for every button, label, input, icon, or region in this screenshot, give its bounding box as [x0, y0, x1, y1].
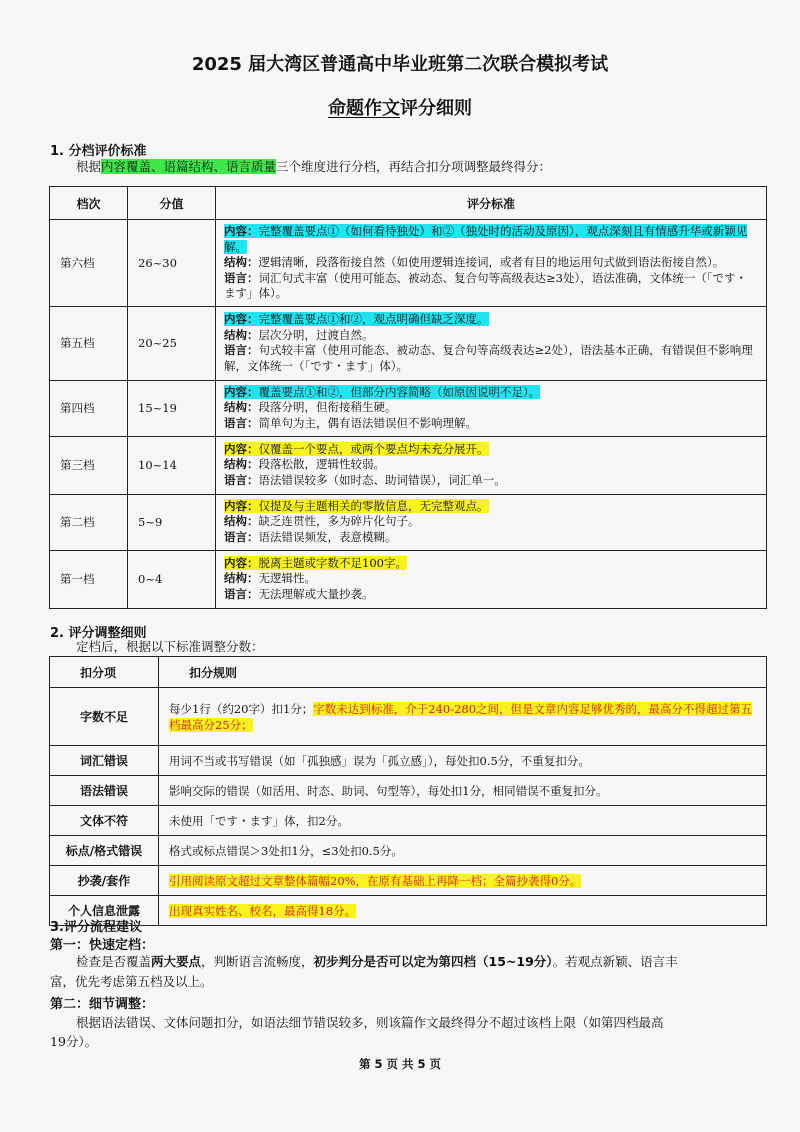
- content-text: 完整覆盖要点①（如何看待独处）和②（独处时的活动及原因），观点深刻且有情感升华或新颖见解。: [224, 224, 748, 254]
- rule-highlight: 字数未达到标准，介于240-280之间，但是文章内容足够优秀的，最高分不得超过第五档最高分25分；: [169, 701, 753, 732]
- step2-line2: 19分）。: [50, 1034, 98, 1049]
- section2-heading: 2. 评分调整细则: [50, 626, 147, 641]
- structure-criterion: [224, 328, 758, 344]
- deduction-row: [50, 746, 767, 776]
- intro-suffix: 三个维度进行分档，再结合扣分项调整最终得分：: [276, 159, 552, 174]
- deduction-item: 标点/格式错误: [50, 836, 159, 866]
- step1-line2: 富，优先考虑第五档及以上。: [50, 974, 213, 989]
- deduction-rule: [159, 688, 767, 746]
- content-text: 完整覆盖要点①和②，观点明确但缺乏深度。: [258, 312, 489, 326]
- language-text: 词汇句式丰富（使用可能态、被动态、复合句等高级表达≥3处），语法准确，文体统一（「です・ます」体）。: [224, 270, 747, 300]
- structure-criterion: [224, 571, 758, 587]
- structure-label: 结构：: [224, 571, 259, 586]
- structure-label: 结构：: [224, 514, 259, 529]
- grading-table: [49, 186, 767, 609]
- col-item: 扣分项: [50, 657, 159, 688]
- structure-text: 逻辑清晰，段落衔接自然（如使用逻辑连接词，或者有目的地运用句式做到语法衔接自然）。: [258, 255, 725, 269]
- step1-e: 。若观点新颖、语言丰: [552, 954, 678, 969]
- section1-intro: [76, 158, 551, 176]
- deduction-row: [50, 866, 767, 896]
- subtitle-underlined: 命题作文: [328, 98, 400, 119]
- deduction-item: 个人信息泄露: [50, 896, 159, 926]
- grading-row: [50, 306, 767, 380]
- grading-row: [50, 220, 767, 307]
- criteria-cell: [216, 380, 767, 436]
- deduction-rule: [159, 866, 767, 896]
- rule-text: 未使用「です・ます」体，扣2分。: [169, 813, 349, 828]
- content-label: 内容：: [224, 312, 259, 326]
- language-criterion: [224, 587, 758, 603]
- language-criterion: [224, 473, 758, 489]
- step1-c: ，判断语言流畅度，: [201, 954, 314, 969]
- content-label: 内容：: [224, 498, 259, 513]
- criteria-cell: [216, 436, 767, 494]
- language-text: 无法理解或大量抄袭。: [258, 586, 374, 601]
- content-label: 内容：: [224, 441, 259, 456]
- language-criterion: [224, 271, 758, 302]
- step2-title: 第二：细节调整：: [50, 997, 155, 1012]
- language-label: 语言：: [224, 415, 259, 430]
- content-label: 内容：: [224, 555, 259, 570]
- score-cell: 0~4: [128, 550, 216, 608]
- deduction-item: 词汇错误: [50, 746, 159, 776]
- score-cell: 15~19: [128, 380, 216, 436]
- language-label: 语言：: [224, 472, 259, 487]
- language-text: 简单句为主，偶有语法错误但不影响理解。: [258, 415, 477, 430]
- structure-criterion: [224, 400, 758, 416]
- step1-title: 第一：快速定档：: [50, 938, 155, 953]
- rule-text: 用词不当或书写错误（如「孤独感」误为「孤立感」），每处扣0.5分，不重复扣分。: [169, 753, 590, 768]
- col-criteria: 评分标准: [216, 187, 767, 220]
- structure-label: 结构：: [224, 327, 259, 342]
- deduction-item: 文体不符: [50, 806, 159, 836]
- score-cell: 26~30: [128, 220, 216, 307]
- deduction-rule: [159, 806, 767, 836]
- grading-row: [50, 550, 767, 608]
- deduction-item: 字数不足: [50, 688, 159, 746]
- content-label: 内容：: [224, 224, 259, 238]
- content-text: 仅提及与主题相关的零散信息，无完整观点。: [258, 498, 489, 513]
- structure-label: 结构：: [224, 400, 259, 415]
- criteria-cell: [216, 220, 767, 307]
- document-title: 2025 届大湾区普通高中毕业班第二次联合模拟考试: [191, 54, 609, 75]
- level-cell: 第四档: [50, 380, 128, 436]
- intro-highlight: 内容覆盖、语篇结构、语言质量: [101, 159, 277, 174]
- subtitle-rest: 评分细则: [400, 98, 472, 119]
- col-rule: 扣分规则: [159, 657, 767, 688]
- level-cell: 第六档: [50, 220, 128, 307]
- deduction-table: [49, 656, 767, 926]
- level-cell: 第二档: [50, 494, 128, 550]
- structure-criterion: [224, 514, 758, 530]
- structure-text: 层次分明，过渡自然。: [258, 327, 374, 342]
- deduction-row: [50, 776, 767, 806]
- grading-row: [50, 436, 767, 494]
- structure-text: 无逻辑性。: [258, 571, 316, 586]
- language-label: 语言：: [224, 529, 259, 544]
- language-label: 语言：: [224, 586, 259, 601]
- section2-intro: 定档后，根据以下标准调整分数：: [76, 639, 264, 654]
- intro-prefix: 根据: [76, 159, 102, 174]
- grading-row: [50, 494, 767, 550]
- content-criterion: [224, 499, 758, 515]
- deduction-row: [50, 896, 767, 926]
- structure-text: 段落松散，逻辑性较弱。: [258, 457, 385, 472]
- criteria-cell: [216, 494, 767, 550]
- content-criterion: [224, 312, 758, 328]
- deduction-row: [50, 836, 767, 866]
- level-cell: 第一档: [50, 550, 128, 608]
- language-criterion: [224, 416, 758, 432]
- rule-highlight: 出现真实姓名、校名，最高得18分。: [169, 903, 357, 918]
- content-criterion: [224, 385, 758, 401]
- section1-heading: 1. 分档评价标准: [50, 144, 147, 159]
- page-footer: 第 5 页 共 5 页: [358, 1057, 442, 1071]
- structure-text: 缺乏连贯性，多为碎片化句子。: [258, 514, 420, 529]
- step1-line1: [76, 953, 766, 971]
- score-cell: 5~9: [128, 494, 216, 550]
- content-criterion: [224, 556, 758, 572]
- language-label: 语言：: [224, 343, 259, 357]
- language-text: 语法错误较多（如时态、助词错误），词汇单一。: [258, 472, 506, 487]
- content-criterion: [224, 442, 758, 458]
- score-cell: 20~25: [128, 306, 216, 380]
- step1-d: 初步判分是否可以定为第四档（15~19分）: [313, 954, 553, 969]
- deduction-item: 抄袭/套作: [50, 866, 159, 896]
- rule-highlight: 引用阅读原文超过文章整体篇幅20%，在原有基础上再降一档；全篇抄袭得0分。: [169, 873, 582, 888]
- structure-text: 段落分明，但衔接稍生硬。: [258, 400, 397, 415]
- document-subtitle: [0, 94, 800, 120]
- level-cell: 第三档: [50, 436, 128, 494]
- structure-label: 结构：: [224, 255, 259, 269]
- deduction-table-header: [50, 657, 767, 688]
- deduction-rule: [159, 896, 767, 926]
- language-text: 句式较丰富（使用可能态、被动态、复合句等高级表达≥2处），语法基本正确，有错误但不影响理解，文体统一（「です・ます」体）。: [224, 343, 753, 373]
- grading-row: [50, 380, 767, 436]
- rule-text: 每少1行（约20字）扣1分；: [169, 701, 314, 716]
- structure-criterion: [224, 457, 758, 473]
- language-criterion: [224, 343, 758, 374]
- step1-b: 两大要点: [151, 954, 202, 969]
- rule-text: 影响交际的错误（如活用、时态、助词、句型等），每处扣1分，相同错误不重复扣分。: [169, 783, 608, 798]
- step1-a: 检查是否覆盖: [76, 954, 152, 969]
- content-label: 内容：: [224, 384, 259, 399]
- deduction-rule: [159, 746, 767, 776]
- section3-heading: 3.评分流程建议: [50, 920, 142, 935]
- deduction-item: 语法错误: [50, 776, 159, 806]
- deduction-row: [50, 806, 767, 836]
- deduction-row: [50, 688, 767, 746]
- col-score: 分值: [128, 187, 216, 220]
- language-label: 语言：: [224, 270, 259, 285]
- col-level: 档次: [50, 187, 128, 220]
- criteria-cell: [216, 306, 767, 380]
- rule-text: 格式或标点错误＞3处扣1分，≤3处扣0.5分。: [169, 843, 403, 858]
- structure-label: 结构：: [224, 457, 259, 472]
- step2-line1: 根据语法错误、文体问题扣分，如语法细节错误较多，则该篇作文最终得分不超过该档上限（如第四档最高: [76, 1015, 664, 1030]
- deduction-rule: [159, 776, 767, 806]
- content-text: 覆盖要点①和②，但部分内容简略（如原因说明不足）。: [258, 384, 541, 399]
- deduction-rule: [159, 836, 767, 866]
- level-cell: 第五档: [50, 306, 128, 380]
- content-text: 仅覆盖一个要点，或两个要点均未充分展开。: [258, 441, 489, 456]
- score-cell: 10~14: [128, 436, 216, 494]
- content-criterion: [224, 224, 758, 255]
- language-criterion: [224, 530, 758, 546]
- grading-table-header: [50, 187, 767, 220]
- language-text: 语法错误频发，表意模糊。: [258, 529, 397, 544]
- structure-criterion: [224, 255, 758, 271]
- criteria-cell: [216, 550, 767, 608]
- content-text: 脱离主题或字数不足100字。: [258, 555, 407, 570]
